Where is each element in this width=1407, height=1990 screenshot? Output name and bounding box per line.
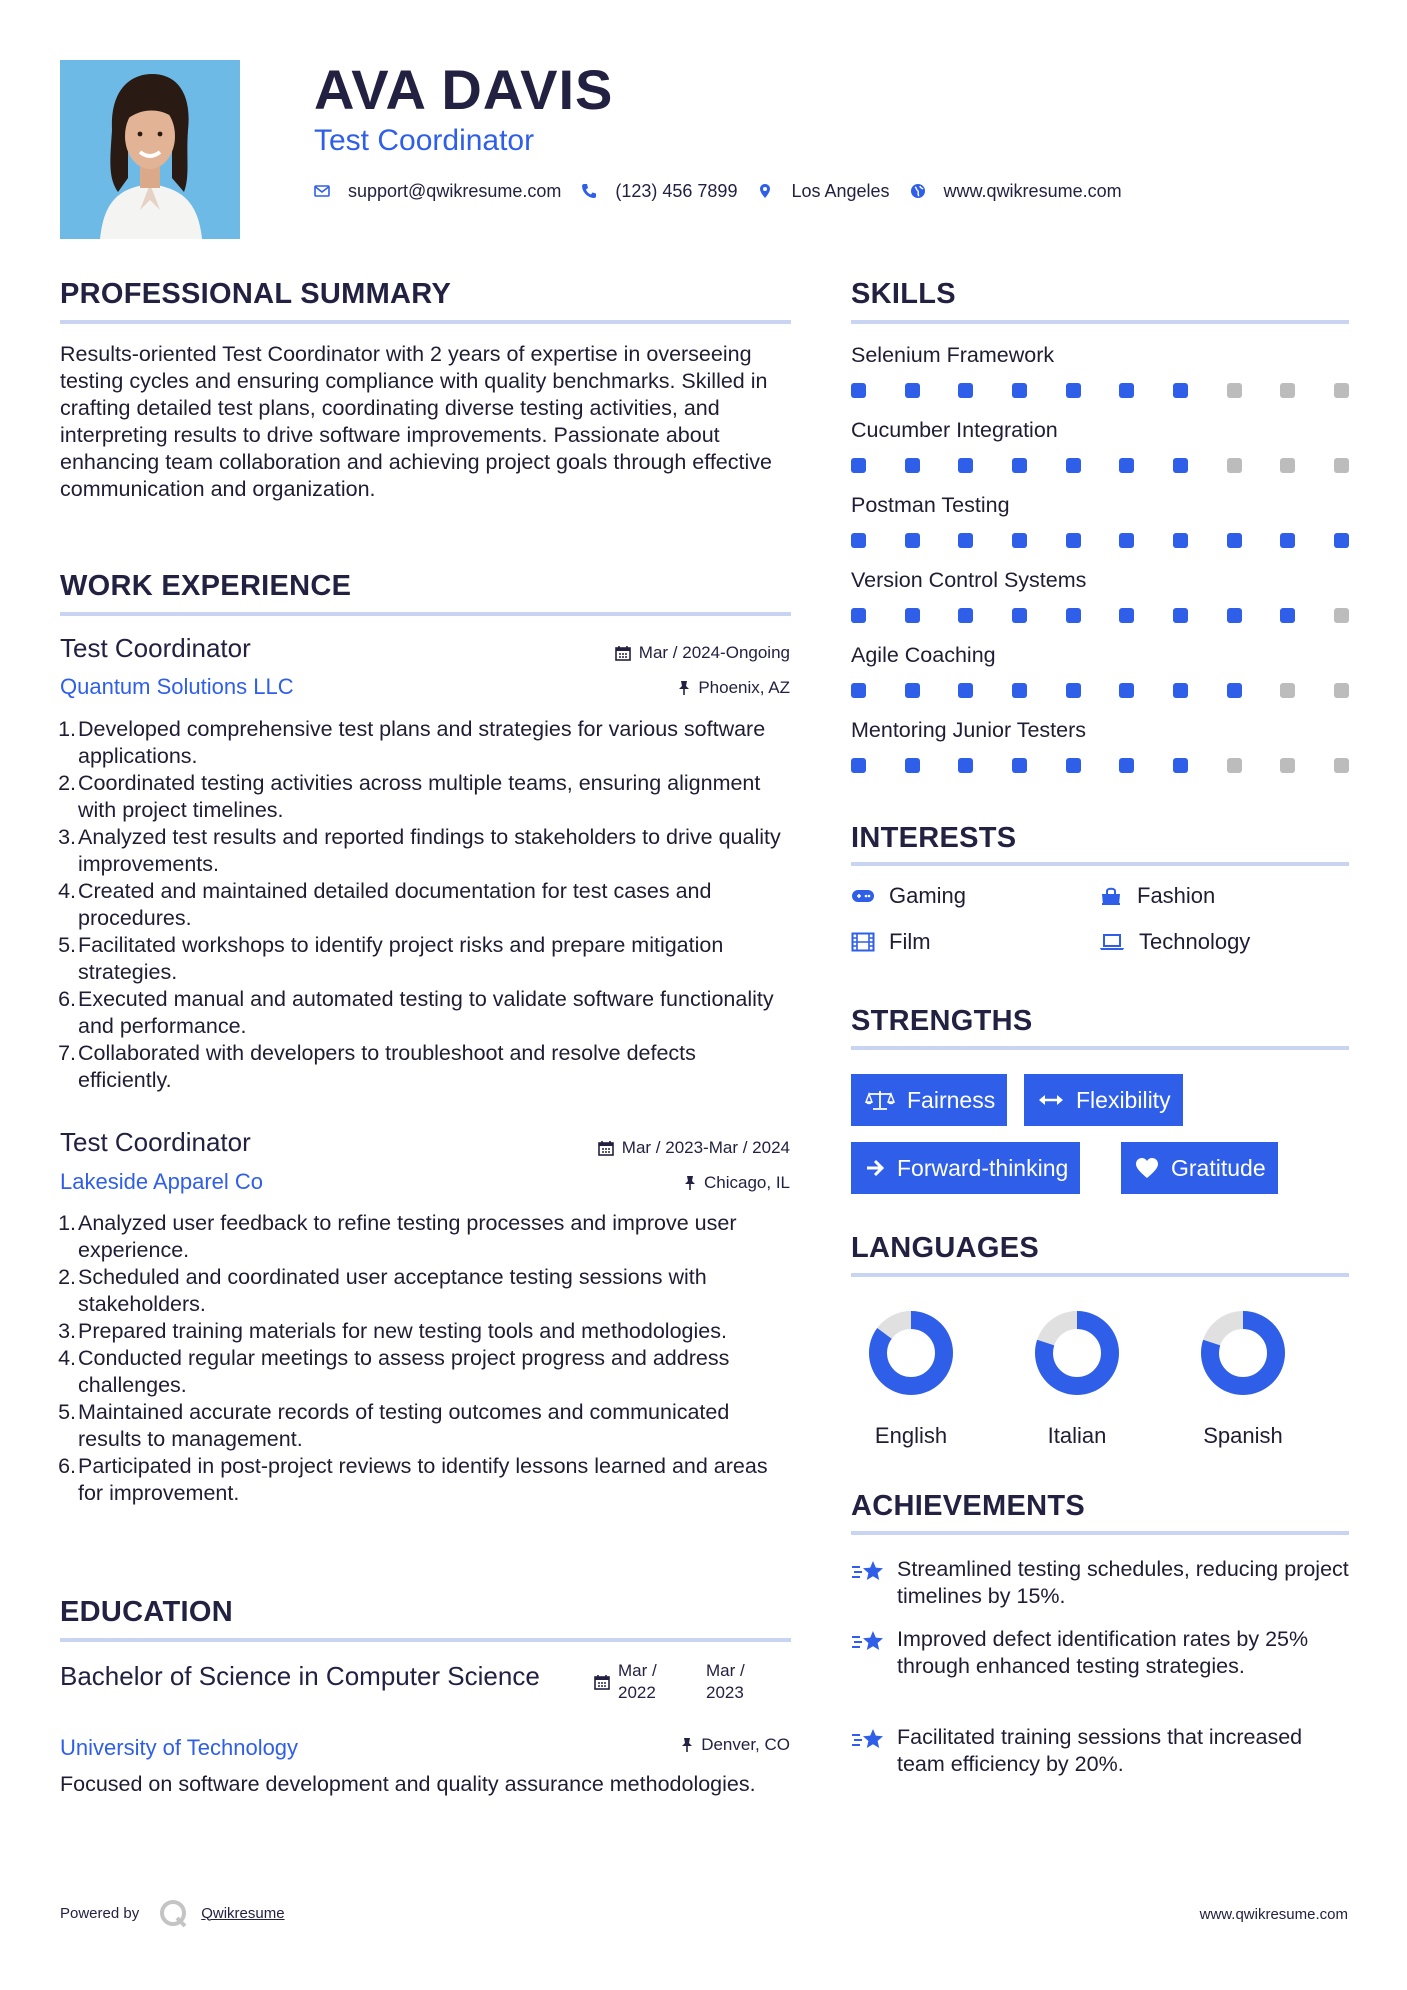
rating-dot-filled (1066, 383, 1081, 398)
strengths-heading: STRENGTHS (851, 1005, 1033, 1037)
contact-email[interactable] (314, 181, 561, 202)
education-description: Focused on software development and quality assurance methodologies. (60, 1772, 756, 1796)
brand-link[interactable]: Qwikresume (201, 1904, 285, 1922)
education-divider (60, 1638, 791, 1642)
job-1-dates-text: Mar / 2024-Ongoing (638, 643, 790, 662)
job-1-location (678, 677, 790, 699)
strength-badge (851, 1142, 1080, 1194)
calendar-icon (615, 645, 631, 661)
rating-dot-filled (1012, 683, 1027, 698)
email-text: support@qwikresume.com (348, 180, 562, 201)
job-2-company: Lakeside Apparel Co (60, 1169, 264, 1194)
interests-divider (851, 862, 1349, 866)
language-label: Italian (1047, 1423, 1107, 1448)
language-spanish (1188, 1309, 1298, 1449)
interest-technology (1099, 929, 1250, 955)
arrows-horizontal-icon (1038, 1092, 1064, 1108)
rating-dot-filled (905, 458, 920, 473)
duty-item: 7. Collaborated with developers to troubleshoot and resolve defects efficiently. (58, 1041, 696, 1092)
balance-scale-icon (865, 1089, 895, 1111)
achievement-item (851, 1626, 1351, 1680)
interests-heading: INTERESTS (851, 822, 1017, 854)
rating-dot-filled (1066, 608, 1081, 623)
skill-name: Cucumber Integration (851, 418, 1058, 442)
rating-dot-filled (1012, 458, 1027, 473)
rating-dot-filled (1066, 458, 1081, 473)
rating-dot-filled (1173, 608, 1188, 623)
rating-dot-filled (1066, 758, 1081, 773)
rating-dot-filled (1280, 608, 1295, 623)
strength-label: Fairness (907, 1086, 996, 1113)
rating-dot-filled (851, 608, 866, 623)
rating-dot-filled (1334, 533, 1349, 548)
strength-label: Flexibility (1076, 1086, 1171, 1113)
rating-dot-filled (958, 533, 973, 548)
rating-dot-filled (851, 683, 866, 698)
phone-icon (581, 183, 597, 199)
duty-item: 3. Prepared training materials for new testing tools and methodologies. (58, 1319, 727, 1343)
rating-dot-filled (1173, 383, 1188, 398)
rating-dot-filled (905, 608, 920, 623)
language-italian (1022, 1309, 1132, 1449)
rating-dot-filled (958, 758, 973, 773)
interest-fashion (1099, 883, 1215, 909)
rating-dot-empty (1280, 683, 1295, 698)
rating-dot-filled (1173, 758, 1188, 773)
globe-icon (910, 183, 926, 199)
rating-dot-filled (1280, 533, 1295, 548)
job-2-location (684, 1172, 790, 1194)
qwikresume-logo-icon (153, 1896, 193, 1930)
skill-rating (851, 533, 1349, 549)
job-1-duties (58, 716, 794, 1094)
rating-dot-filled (851, 758, 866, 773)
rating-dot-filled (958, 458, 973, 473)
profile-photo (60, 60, 240, 239)
rating-dot-empty (1280, 383, 1295, 398)
interest-label: Film (889, 929, 931, 954)
skill-name: Version Control Systems (851, 568, 1087, 592)
rating-dot-empty (1280, 758, 1295, 773)
rating-dot-filled (1066, 683, 1081, 698)
candidate-name: AVA DAVIS (314, 58, 614, 121)
contact-phone[interactable] (581, 181, 737, 202)
job-1-company: Quantum Solutions LLC (60, 674, 294, 699)
education-end: Mar / 2023 (706, 1661, 745, 1702)
rating-dot-filled (851, 533, 866, 548)
proficiency-ring (867, 1309, 955, 1397)
strength-label: Gratitude (1171, 1154, 1266, 1181)
contact-location (757, 181, 889, 202)
achievement-item (851, 1556, 1351, 1610)
school-name: University of Technology (60, 1735, 299, 1760)
duty-item: 1. Developed comprehensive test plans and strategies for various software applications. (58, 717, 766, 768)
achievement-item (851, 1724, 1351, 1778)
interest-gaming (851, 883, 966, 909)
duty-item: 5. Facilitated workshops to identify project risks and prepare mitigation strategies. (58, 933, 724, 984)
website-text: www.qwikresume.com (943, 180, 1122, 201)
rating-dot-empty (1334, 683, 1349, 698)
rating-dot-filled (851, 383, 866, 398)
powered-by-label: Powered by (60, 1904, 140, 1922)
film-icon (851, 932, 875, 952)
duty-item: 4. Created and maintained detailed documentation for test cases and procedures. (58, 879, 712, 930)
skill-rating (851, 458, 1349, 474)
rating-dot-filled (1012, 383, 1027, 398)
rating-dot-filled (1119, 458, 1134, 473)
shooting-star-icon (851, 1559, 885, 1585)
rating-dot-filled (1066, 533, 1081, 548)
interest-film (851, 929, 931, 955)
rating-dot-filled (958, 683, 973, 698)
rating-dot-empty (1227, 758, 1242, 773)
skill-name: Selenium Framework (851, 343, 1055, 367)
education-dates (594, 1660, 794, 1704)
languages-heading: LANGUAGES (851, 1232, 1039, 1264)
interest-label: Gaming (889, 883, 967, 908)
candidate-role: Test Coordinator (314, 124, 535, 157)
rating-dot-empty (1334, 608, 1349, 623)
strengths-divider (851, 1046, 1349, 1050)
duty-item: 2. Scheduled and coordinated user acceptance testing sessions with stakeholders. (58, 1265, 707, 1316)
duty-item: 3. Analyzed test results and reported findings to stakeholders to drive quality improvements. (58, 825, 781, 876)
rating-dot-filled (1012, 758, 1027, 773)
interest-label: Fashion (1137, 883, 1216, 908)
heart-icon (1135, 1157, 1159, 1179)
skill-name: Postman Testing (851, 493, 1010, 517)
summary-heading: PROFESSIONAL SUMMARY (60, 278, 452, 310)
shooting-star-icon (851, 1629, 885, 1655)
rating-dot-empty (1334, 758, 1349, 773)
footer-website[interactable]: www.qwikresume.com (1199, 1906, 1348, 1923)
skill-rating (851, 608, 1349, 624)
duty-item: 2. Coordinated testing activities across multiple teams, ensuring alignment with project timelines. (58, 771, 761, 822)
rating-dot-filled (1012, 608, 1027, 623)
rating-dot-filled (1119, 608, 1134, 623)
skills-divider (851, 320, 1349, 324)
skill-name: Mentoring Junior Testers (851, 718, 1087, 742)
achievement-text: Streamlined testing schedules, reducing project timelines by 15%. (897, 1557, 1349, 1608)
rating-dot-filled (1227, 533, 1242, 548)
achievement-text: Facilitated training sessions that increased team efficiency by 20%. (897, 1725, 1303, 1776)
rating-dot-filled (1119, 533, 1134, 548)
proficiency-ring (1199, 1309, 1287, 1397)
achievement-text: Improved defect identification rates by 25% through enhanced testing strategies. (897, 1627, 1309, 1678)
rating-dot-filled (958, 608, 973, 623)
achievements-heading: ACHIEVEMENTS (851, 1490, 1086, 1522)
job-2-location-text: Chicago, IL (704, 1173, 790, 1192)
education-location (681, 1734, 790, 1756)
rating-dot-filled (905, 758, 920, 773)
footer-powered-by (60, 1896, 285, 1930)
experience-divider (60, 612, 791, 616)
job-2-dates-text: Mar / 2023-Mar / 2024 (621, 1138, 790, 1157)
rating-dot-filled (1173, 458, 1188, 473)
education-location-text: Denver, CO (701, 1735, 790, 1754)
shopping-bag-icon (1099, 886, 1123, 906)
job-2-title: Test Coordinator (60, 1127, 251, 1157)
skill-rating (851, 758, 1349, 774)
rating-dot-filled (905, 383, 920, 398)
gamepad-icon (851, 888, 875, 904)
job-2-duties (58, 1210, 794, 1507)
job-1-location-text: Phoenix, AZ (698, 678, 790, 697)
strength-badge (1024, 1074, 1183, 1126)
interest-label: Technology (1139, 929, 1251, 954)
arrow-right-icon (865, 1158, 885, 1178)
rating-dot-empty (1227, 458, 1242, 473)
rating-dot-empty (1227, 383, 1242, 398)
language-label: Spanish (1203, 1423, 1283, 1448)
map-marker-icon (757, 183, 773, 199)
envelope-icon (314, 183, 330, 199)
rating-dot-empty (1280, 458, 1295, 473)
pushpin-icon (684, 1175, 696, 1191)
summary-text: Results-oriented Test Coordinator with 2 years of expertise in overseeing testing cycles and ensuring compliance with quality benchmarks. Skilled in crafting detailed test plans, coordinating diverse testing activities, and interpreting results to drive software improvements. Passionate about enhancing team collaboration and achieving project goals through effective communication and organization. (60, 342, 772, 501)
education-start: Mar / 2022 (618, 1661, 657, 1702)
contact-bar (314, 178, 1142, 204)
job-2-dates (598, 1137, 790, 1159)
rating-dot-filled (1119, 758, 1134, 773)
rating-dot-empty (1334, 383, 1349, 398)
location-text: Los Angeles (791, 180, 890, 201)
job-1-title: Test Coordinator (60, 633, 251, 663)
job-1-dates (615, 642, 790, 664)
rating-dot-filled (1173, 533, 1188, 548)
skill-name: Agile Coaching (851, 643, 996, 667)
rating-dot-filled (1173, 683, 1188, 698)
contact-website[interactable] (910, 181, 1122, 202)
rating-dot-filled (905, 533, 920, 548)
strength-badge (1121, 1142, 1278, 1194)
rating-dot-filled (905, 683, 920, 698)
languages-divider (851, 1273, 1349, 1277)
language-label: English (874, 1423, 948, 1448)
language-english (856, 1309, 966, 1449)
strength-badge (851, 1074, 1007, 1126)
duty-item: 6. Executed manual and automated testing to validate software functionality and performance. (58, 987, 774, 1038)
rating-dot-empty (1334, 458, 1349, 473)
experience-heading: WORK EXPERIENCE (60, 570, 352, 602)
rating-dot-filled (958, 383, 973, 398)
pushpin-icon (678, 680, 690, 696)
duty-item: 4. Conducted regular meetings to assess project progress and address challenges. (58, 1346, 730, 1397)
strength-label: Forward-thinking (897, 1154, 1069, 1181)
phone-text: (123) 456 7899 (615, 180, 738, 201)
achievements-divider (851, 1531, 1349, 1535)
summary-divider (60, 320, 791, 324)
calendar-icon (594, 1674, 610, 1690)
duty-item: 1. Analyzed user feedback to refine testing processes and improve user experience. (58, 1211, 737, 1262)
skill-rating (851, 683, 1349, 699)
laptop-icon (1099, 932, 1125, 952)
duty-item: 5. Maintained accurate records of testing outcomes and communicated results to management. (58, 1400, 730, 1451)
calendar-icon (598, 1140, 614, 1156)
rating-dot-filled (1119, 383, 1134, 398)
degree-title: Bachelor of Science in Computer Science (60, 1661, 540, 1691)
rating-dot-filled (851, 458, 866, 473)
skills-heading: SKILLS (851, 278, 956, 310)
duty-item: 6. Participated in post-project reviews to identify lessons learned and areas for improvement. (58, 1454, 768, 1505)
rating-dot-filled (1227, 608, 1242, 623)
pushpin-icon (681, 1737, 693, 1753)
proficiency-ring (1033, 1309, 1121, 1397)
education-heading: EDUCATION (60, 1596, 233, 1628)
skill-rating (851, 383, 1349, 399)
rating-dot-filled (1227, 683, 1242, 698)
rating-dot-filled (1119, 683, 1134, 698)
shooting-star-icon (851, 1727, 885, 1753)
rating-dot-filled (1012, 533, 1027, 548)
